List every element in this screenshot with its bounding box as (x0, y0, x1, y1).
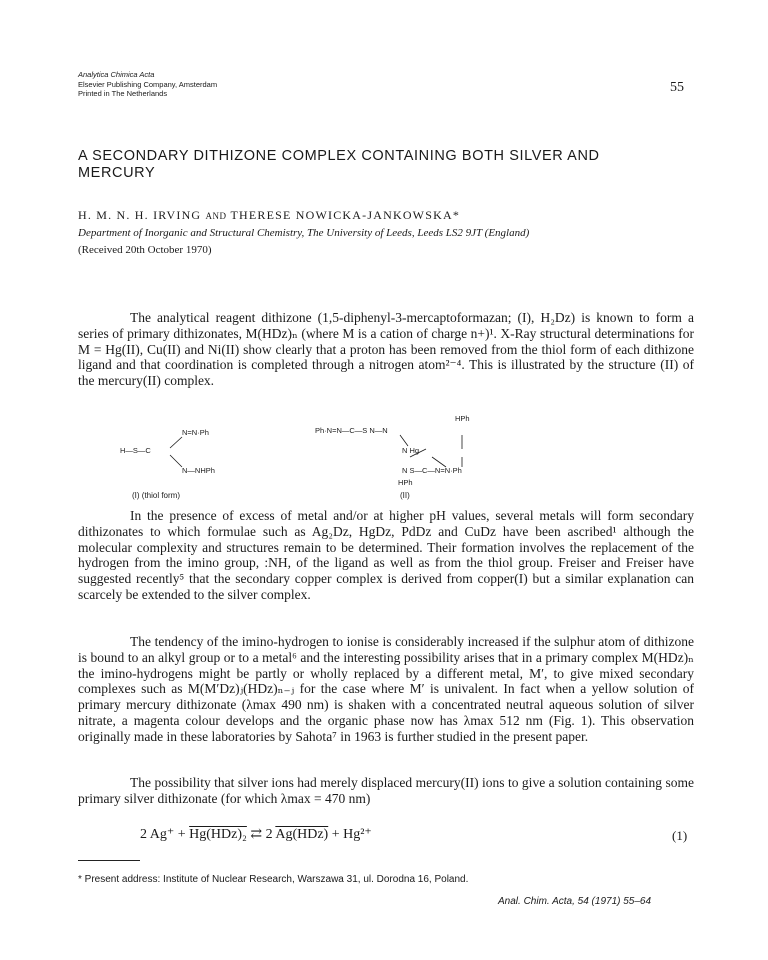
structure-I-caption: (I) (thiol form) (132, 491, 180, 500)
structure-I-line-3: N—NHPh (182, 466, 215, 475)
article-title: A SECONDARY DITHIZONE COMPLEX CONTAINING BOTH SILVER AND MERCURY (78, 148, 600, 181)
equation-lhs-b: Hg(HDz)₂ (189, 827, 247, 842)
structure-II-line-1: HPh (455, 414, 470, 423)
equation-number: (1) (672, 828, 688, 843)
equation-rhs-b: + Hg²⁺ (328, 827, 372, 842)
footnote-rule (78, 860, 140, 861)
paragraph-3: The tendency of the imino-hydrogen to ionise is considerably increased if the sulphur atom of dithizone is bound to an alkyl group or to a metal⁶ and the interesting possibility arises that in a primary complex M(HDz)ₙ the imino-hydrogens might be partly or wholly replaced by a different metal, M′, to give mixed secondary complexes such as M(M′Dz)ⱼ(HDz)ₙ₋ⱼ for the case where M′ is univalent. In fact when a yellow solution of primary mercury dithizonate (λmax 490 nm) is shaken with a concentrated neutral aqueous solution of silver nitrate, a magenta colour develops and the organic phase now has λmax 512 nm (Fig. 1). This observation originally made in these laboratories by Sahota⁷ in 1963 is further studied in the present paper. (78, 634, 694, 744)
footnote: * Present address: Institute of Nuclear Research, Warszawa 31, ul. Dorodna 16, Poland. (78, 874, 469, 885)
structure-II-line-5: HPh (398, 478, 413, 487)
publisher: Elsevier Publishing Company, Amsterdam (78, 79, 218, 89)
printed-in: Printed in The Netherlands (78, 89, 168, 98)
structure-I-line-1: N=N·Ph (182, 428, 209, 437)
structure-I-line-2: H—S—C (120, 446, 151, 455)
author-1: H. M. N. H. IRVING (78, 208, 202, 222)
structure-II-caption: (II) (400, 491, 410, 500)
received-date: (Received 20th October 1970) (78, 244, 212, 256)
structure-II-line-3: N Hg (402, 446, 420, 455)
journal-header (78, 70, 217, 99)
chemical-structures (110, 413, 670, 505)
equation-lhs-a: 2 Ag⁺ + (140, 827, 190, 842)
structure-drawings (110, 413, 670, 493)
structure-I-bond-up (170, 437, 182, 448)
page-number: 55 (670, 80, 684, 95)
structure-II-line-4: N S—C—N=N·Ph (402, 466, 462, 475)
author-conjunction: AND (205, 211, 227, 221)
structure-II-line-2: Ph·N=N—C—S N—N (315, 426, 388, 435)
structure-I-bond-down (170, 455, 182, 467)
affiliation: Department of Inorganic and Structural Chemistry, The University of Leeds, Leeds LS2 9JT (England) (78, 227, 530, 239)
author-line (78, 208, 460, 223)
paragraph-4: The possibility that silver ions had merely displaced mercury(II) ions to give a solution containing some primary silver dithizonate (for which λmax = 470 nm) (78, 775, 694, 806)
structure-II (315, 414, 470, 487)
paragraph-1: The analytical reagent dithizone (1,5-diphenyl-3-mercaptoformazan; (I), H₂Dz) is known to form a series of primary dithizonates, M(HDz)ₙ (where M is a cation of charge n+)¹. X-Ray structural determinations for M = Hg(II), Cu(II) and Ni(II) show clearly that a proton has been removed from the thiol form of each dithizone ligand and that coordination is completed through a nitrogen atom²⁻⁴. This is illustrated by the structure (II) of the mercury(II) complex. (78, 310, 694, 389)
equation-rhs-a: Ag(HDz) (275, 827, 329, 842)
author-2: THERESE NOWICKA-JANKOWSKA* (230, 208, 461, 222)
structure-II-bond-1 (400, 435, 408, 446)
structure-I (120, 428, 215, 475)
journal-citation: Anal. Chim. Acta, 54 (1971) 55–64 (498, 896, 652, 907)
journal-name: Analytica Chimica Acta (78, 70, 155, 79)
equation-1 (140, 826, 372, 843)
equation-arrow: ⇄ 2 (246, 827, 276, 842)
paragraph-2: In the presence of excess of metal and/or at higher pH values, several metals will form secondary dithizonates to which formulae such as Ag₂Dz, HgDz, PdDz and CuDz have been ascribed¹ although the molecular complexity and structures remain to be determined. Their formation involves the replacement of the hydrogen from the imino group, :NH, of the ligand as well as from the thiol group. Freiser and Freiser have suggested recently⁵ that the secondary copper complex is derived from copper(I) but a similar explanation can scarcely be extended to the silver complex. (78, 508, 694, 602)
